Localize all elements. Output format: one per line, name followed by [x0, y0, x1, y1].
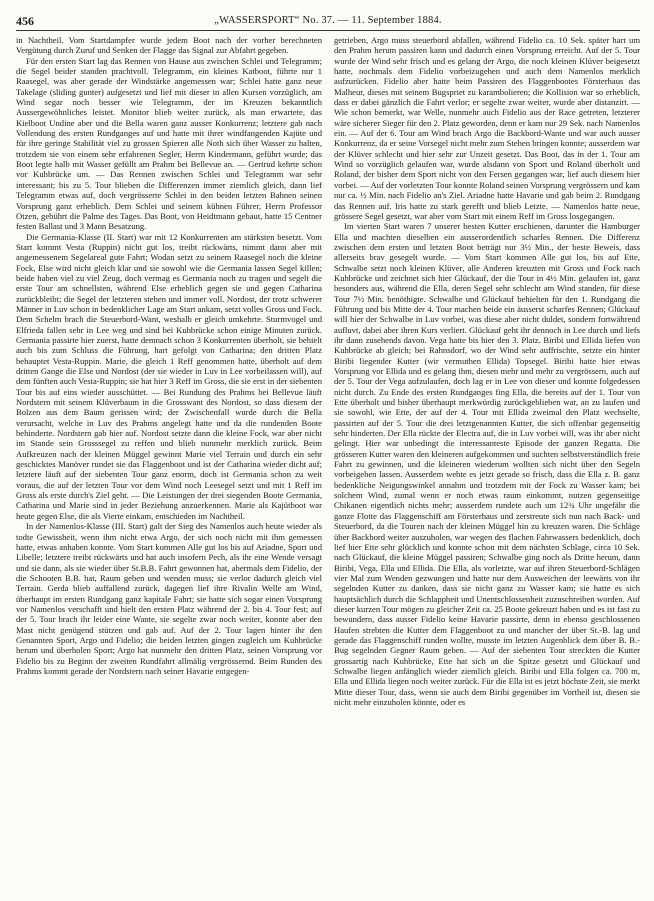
paragraph: In der Namenlos-Klasse (III. Start) galt der Sieg des Namenlos auch heute wieder als todte Gewissheit, wenn ihm nicht etwa Argo, der sich noch nicht mit ihm gemessen hatte, etwas anhaben konnte. Vom Start kommen Alle gut los bis auf Ariadne, Sport und Libelle; letztere treibt rückwärts und hat auch insofern Pech, als ihr eine Wende versagt und sie dann, als sie wieder über St.B.B. Fahrt gewonnen hat, abermals dem Fidelio, der die Schooten B.B. hat, Raum geben und wenden muss; sie verlor dadurch gleich viel Terrain. Gerda blieb auffallend zurück, dagegen lief ihre Rivalin Welle am Wind, überhaupt im ersten Rundgang ganz kapitale Fahrt; sie hatte sich sogar einen Vorsprung vor Namenlos verschafft und hielt den ersten Platz während der 2. bis 4. Tour fest; auf der 5. Tour brach ihr leider eine Wante, sie segelte zwar noch weiter, konnte aber den Mast nicht genügend stützen und gab auf. Auf der 2. Tour lagen hinter ihr den Genannten Sport, Argo und Fidelio; die beiden letzten gingen zugleich um Kuhbrücke herum und überholen Sport; Argo hat nunmehr den dritten Platz, seinen Vorsprung vor Fidelio bis zu Beginn der zweiten Rundfahrt allmälig vergrössernd. Beim Runden des Prahms kommt gerade der Nordstern nach seiner Havarie entgegen-: [16, 521, 322, 676]
paragraph: Im vierten Start waren 7 unserer besten Kutter erschienen, darunter die Hamburger Ella und machten dieselben ein ausserordentlich scharfes Rennen. Die Differenz zwischen dem ersten und letzten Boot beträgt nur 3½ Min., der beste Beweis, dass allerseits brav gesegelt wurde. — Vom Start kommen Alle gut los, bis auf Ette, Schwalbe setzt noch kleinen Klüver, alle Anderen kreuzten mit Gross und Fock nach Kuhbrücke und zeichnet sich hier Glückauf, der die Tour in 4½ Min. gelaufen ist, ganz besonders aus, während die Ella, deren Segel sehr schlecht am Wind standen, für diese Tour 7½ Min. benöthigte. Schwalbe und Glückauf behielten für den 1. Rundgang die Führung und bis Mitte der 4. Tour machen beide ein äusserst scharfes Rennen; Glückauf will hier der Schwalbe in Luv vorbei, was diese aber nicht duldet, sondern fortwährend aufluvt, dabei aber ihren Kurs verliert. Glückauf geht ihr dennoch in Lee durch und liefs ihr dann zusehends davon. Vega hatte bis hier den 3. Platz. Biribi und Ellida liefen von Kuhbrücke ab gleich; bei Rahnsdorf, wo der Wind sehr auffrischte, setzte ein hinter Biribi liegender Kutter (wir vermuthen Ellida) Topsegel. Biribi hatte hier etwas Vorsprung vor Ellida und es gelang ihm, diesen mehr und mehr zu vergrössern, auch auf der 5. Tour der Vega aufzulaufen, doch lag er in Lee von dieser und konnte folgedessen nicht durch. Zu Ende des ersten Rundganges fing Ella, die bereits auf der 1. Tour von Ette überholt und bisher überhaupt merkwürdig zurückgeblieben war, an zu laufen und sie sowohl, wie Ette, der auf der 4. Tour mit Ellida zweimal den Platz wechselte, passirten auf der 5. Tour die drei letztgenannten Kutter, die sich offenbar gegenseitig sehr hinderten. Der Ella rückte der Electra auf, die in Luv vorbei will, was ihr aber nicht gelingt. Hier war unbedingt die interessanteste Episode der ganzen Regatta. Die grösseren Kutter waren den kleineren aufgekommen und suchten selbstverständlich freie Fahrt zu gewinnen, und die kleineren wiederum wollten sich nicht über den Segeln vorbeigehen lassen. Ausserdem wehte es jetzt gerade so frisch, dass die Ella z. B. ganz bedenkliche Neigungswinkel annahm und trotzdem mit der Fock zu Wasser kam; bei solchem Wind, zumal wenn er noch etwas raum einkommt, nutzen gegenseitige Chikanen eigentlich nichts mehr; ausserdem rundete auch um 12¾ Uhr ungefähr die ganze Flotte das Flaggenschiff am Försterhaus und zerstreute sich nun nach Back- und Steuerbord, da die Touren nach der kleinen Müggel hin zu kreuzen waren. Die Schläge über Backbord weiter auszuholen, war wegen des flachen Fahrwassers bedenklich, doch lief hier Ette sehr glücklich und konnte schon mit dem nächsten Schlage, circa 10 Sek. nach Glückauf, die kleine Müggel passiren; Schwalbe ging noch als Dritte herum, dann Biribi, Vega, Ella und Ellida. Die Ella, als vorletzte, war auf ihren Steuerbord-Schlägen vier Mal zum Wenden gezwungen und hatte nur dem Ausweichen der leewärts von ihr segelnden Kutter zu danken, dass sie nicht ganz zu Wasser kam; sie hatte es sich hauptsächlich durch die Schlappheit und Unentschlossenheit zuzuschreiben worden. Auf dieser kurzen Tour mögen zu gleicher Zeit ca. 25 Boote gekreuzt haben und es ist fast zu bewundern, dass ausser Fidelio keine Havarie passirte, denn in ebenso geschlossenen Haufen strebten die Kutter dem Flaggenboot zu und mancher der über St.-B. lag und gerade das Flaggenschiff runden wollte, musste im letzten Augenblick dem über B. B.-Bug segelnden Gegner Raum geben. — Auf der siebenten Tour streckten die Kutter grossartig nach Kuhbrücke, Ette hat sich an die Spitze gesetzt und Glückauf und Schwalbe liegen anfänglich wieder ziemlich gleich. Biribi und Ella folgen ca. 700 m, Ella und Ellida liegen noch weiter zurück. Für die Ella ist es jetzt höchste Zeit, sie merkt Mitte dieser Tour, dass, wenn sie auch dem Biribi gegenüber im Vortheil ist, diesen sie nicht mehr einzuholen könnte, oder es: [334, 221, 640, 707]
paragraph: in Nachtheil. Vom Startdampfer wurde jedem Boot nach der vorher berechneten Vergütung durch Zuruf und Senken der Flagge das Signal zur Abfahrt gegeben.: [16, 35, 322, 56]
paragraph: getrieben, Argo muss steuerbord abfallen, während Fidelio ca. 10 Sek. später hart um den Prahm herum passiren kann und dadurch einen Vorsprung erreicht. Auf der 5. Tour wurde der Wind sehr frisch und es gelang der Argo, die noch kleinen Klüver beigesetzt hatte, nochmals dem Fidelio vorbeizugehen und auch dem Namenlos merklich aufzurücken. Fidelio aber hatte beim Passiren des Flaggenbootes Försterhaus das Malheur, dieses mit seinem Bugspriet zu karambolieren; die Kollision war so erheblich, dass er dabei gänzlich die Fahrt verlor; er segelte zwar weiter, wurde aber distanzirt. — Wie schon bemerkt, war Welle, nunmehr auch Fidelio aus der Race getreten, letzterer wäre sicherer Sieger für den 2. Platz geworden, denn er kam nur 29 Sek. nach Namenlos ein. — Auf der 6. Tour am Wind brach Argo die Backbord-Wante und war auch ausser Konkurrenz, da er seine Vorsegel nicht mehr zum Stehen bringen konnte; ausserdem war der Klüver schlecht und hier sehr zur Unzeit gesetzt. Das Boot, das in der 1. Tour am Wind so vorzüglich gelaufen war, wurde alsdann von Sport und Roland überholt und Roland, der bisher dem Sport nicht von den Fersen gegangen war, lief auch diesem hier vorbei. — Auf der vorletzten Tour konnte Roland seinen Vorsprung vergrössern und kam nur ca. ½ Min. nach Fidelio an's Ziel. Ariadne hatte Havarie und gab beim 2. Rundgang das Rennen auf. Iris hatte zu stark gerefft und blieb Letzte. — Namenlos hatte neue, grössere Segel gesetzt, war aber vom Start mit einem Reff im Gross losgegangen.: [334, 35, 640, 221]
left-column: [16, 35, 322, 901]
paragraph: Die Germania-Klasse (II. Start) war mit 12 Konkurrenten am stärksten besetzt. Vom Start kommt Vesta (Ruppin) nicht gut los, treibt rückwärts, nimmt dann aber mit angemessenem Segelareal gute Fahrt; Wodan setzt zu seinem Raasegel noch die kleine Fock, Else wird nicht gleich klar und sie sowohl wie die Germania lassen Segel killen; beide haben viel zu viel Zeug, doch vermag es Germania noch zu tragen und segelt die erste Tour am schnellsten, während Else erheblich gegen sie und gegen Catharina zurückbleibt; die Segel der letzteren stehen und immer voll. Nordost, der trotz schwerer Männer in Luv schon in bedenklicher Lage am Start ankam, setzt volles Gross und Fock. Dem Schelm brach die Steuerbord-Want, weshalb er gleich umkehrte. Sturmvogel und Elfrieda fallen sehr in Lee weg und sind bei Kuhbrücke schon einige Minuten zurück. Germania passirte hier zuerst, hatte demnach schon 3 Konkurrenten überholt, sie behielt auch bis zum Schluss die Führung, hart gefolgt von Catharina; den dritten Platz behauptet Vesta-Ruppin. Marie, die gleich 1 Reff genommen hatte, überholt auf dem dritten Gange die Else und Nordost (der sie wieder in Luv in Lee vorbeilassen will), auf dem fünften auch Vesta-Ruppin; sie hat hier 3 Reff im Gross, die sie erst in der siebenten Tour bis auf eins wieder ausschüttet. — Bei Rundung des Prahms bei Bellevue läuft Nordstern mit seinem Klüverbaum in die Grosswant des Nordost, so dass diesem der Bolzen aus dem Baum gerissen wird; der Zwischenfall wurde durch die Bella verursacht, welche in Luv des Prahms angelegt hatte und da die rundenden Boote behinderte. Nordstern gab hier auf. Nordost setzte dann die kleine Fock, war aber nicht im Stande sein Grosssegel zu reffen und blieb nunmehr merklich zurück. Beim Aufkreuzen nach der kleinen Müggel gewinnt Marie viel Terrain und durch ein sehr geschicktes Manöver rundet sie das Flaggenboot und ist der Catharina wieder dicht auf; letztere läuft auf der siebenten Tour ganz enorm, doch ist Germania schon zu weit voraus, die auf der letzten Tour vor dem Wind noch Leesegel setzt und mit 1 Reff im Gross als erste durch's Ziel geht. — Die Leistungen der drei siegenden Boote Germania, Catharina und Marie sind in jeder Beziehung anzuerkennen. Marie als Kajütboot war heute gegen Else, die als Vierte einkam, entschieden im Nachtheil.: [16, 231, 322, 521]
running-title: „WASSERSPORT“ No. 37. — 11. September 1884.: [214, 15, 442, 26]
right-column: [334, 35, 640, 901]
paragraph: Für den ersten Start lag das Rennen von Hause aus zwischen Schlei und Telegramm; die Segel beider standen prachtvoll. Telegramm, ein kleines Katboot, führte nur 1 Raasegel, was aber gerade der Windstärke angemessen war; Schlei hatte ganz neue Takelage (sliding gunter) aufgesetzt und lief mit dieser in allen Kursen vorzüglich, am Wind segar noch besser wie Telegramm, der im Kreuzen bekanntlich Aussergewöhnliches leistet. Monitor blieb weiter zurück, als man erwartete, das Kielboot Undine aber und die Bella waren ganz ausser Konkurrenz; letztere gab nach Vollendung des ersten Rundganges auf und hatte mit ihrer windfangenden Kajüte und für ihre geringe Stabilität viel zu grossen Spieren alle Noth sich über Wasser zu halten, trotzdem sie von einem sehr erfahrenen Segler, Herrn Kindermann, geführt wurde; das Boot legte halb mit Wasser gefüllt am Prahm bei Bellevue an. — Gertrud kehrte schon vor Kuhbrücke um. — Das Rennen zwischen Schlei und Telegramm war sehr interessant; bis zu 5. Tour blieben die Differenzen immer ziemlich gleich, dann lief Telegramm etwas auf, doch vergrösserte Schlei in den beiden letzten Bahnen seinen Vorsprung ganz erheblich. Dem Schlei und seinem kühnen Führer, Herrn Professor Otzen, gebührt die Palme des Tages. Das Boot, von Heidtmann gebaut, hatte 15 Centner festen Ballast und 3 Mann Besatzung.: [16, 55, 322, 232]
page-number: 456: [16, 14, 34, 28]
page-header: [16, 14, 640, 31]
text-columns: [16, 35, 640, 901]
